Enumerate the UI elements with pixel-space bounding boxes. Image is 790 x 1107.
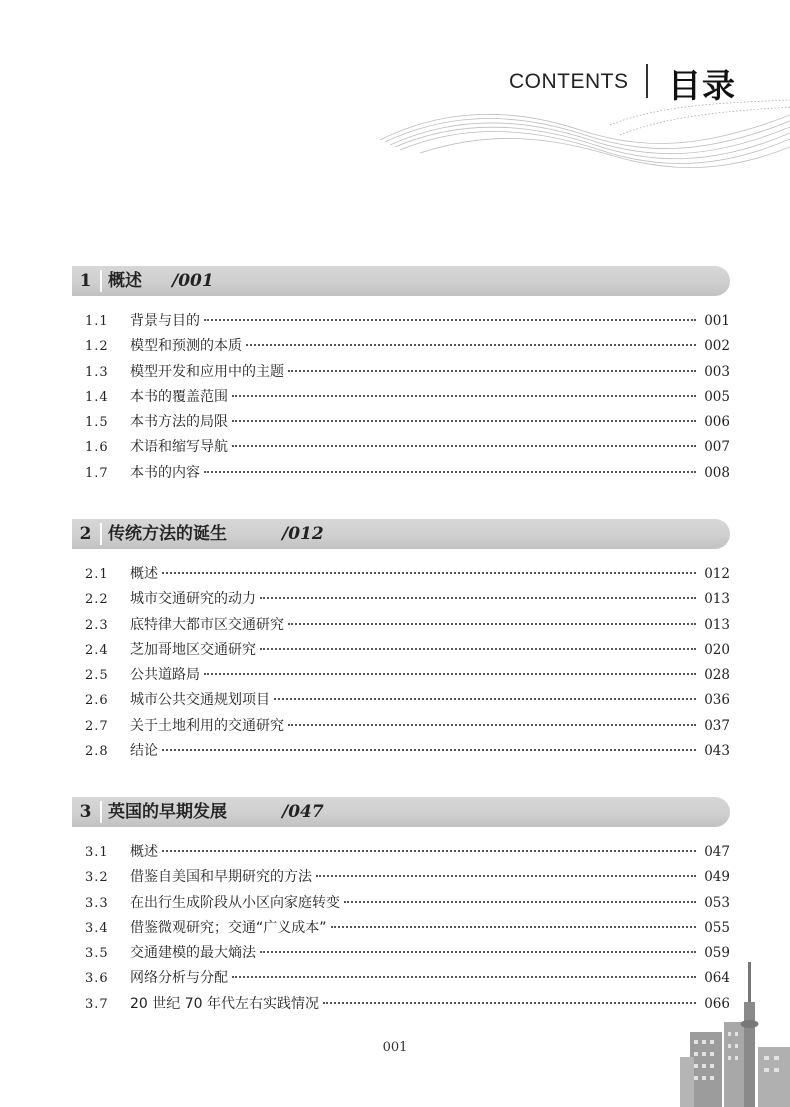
- section-number: 1: [79, 271, 92, 291]
- dot-leader: [260, 951, 696, 953]
- entry-number: 3.7: [85, 996, 109, 1012]
- dot-leader: [232, 976, 696, 978]
- dot-leader: [260, 648, 696, 650]
- page-header: [0, 0, 790, 200]
- dot-leader: [232, 445, 696, 447]
- toc-entry[interactable]: [72, 436, 730, 461]
- entry-title: 模型和预测的本质: [130, 338, 242, 355]
- entry-number: 2.6: [85, 693, 109, 709]
- toc-entry[interactable]: [72, 967, 730, 992]
- dot-leader: [232, 395, 696, 397]
- entry-page: 001: [704, 313, 730, 329]
- dot-leader: [162, 749, 696, 751]
- section-page: /001: [172, 271, 214, 291]
- entry-number: 2.2: [85, 592, 109, 608]
- section-separator: [100, 270, 102, 292]
- toc-entry[interactable]: [72, 588, 730, 613]
- toc-entry[interactable]: [72, 942, 730, 967]
- section-page: /047: [282, 802, 324, 822]
- entry-title: 关于土地利用的交通研究: [130, 717, 284, 734]
- entry-page: 053: [704, 894, 730, 911]
- entry-number: 3.4: [85, 920, 109, 936]
- decorative-wave-graphic: [360, 95, 790, 200]
- entry-number: 1.7: [85, 465, 109, 481]
- toc-entry[interactable]: [72, 563, 730, 588]
- dot-leader: [204, 673, 696, 675]
- entry-title: 概述: [130, 844, 158, 860]
- entry-number: 1.5: [85, 415, 109, 431]
- entry-number: 2.1: [85, 567, 109, 582]
- dot-leader: [162, 850, 696, 852]
- entry-number: 3.3: [85, 895, 109, 911]
- toc-entry[interactable]: [72, 689, 730, 714]
- dot-leader: [331, 926, 696, 928]
- toc-entry[interactable]: [72, 335, 730, 360]
- entry-list: [72, 841, 730, 1018]
- entry-number: 3.5: [85, 946, 109, 962]
- contents-heading-cn: 目录: [668, 66, 736, 105]
- entry-number: 2.7: [85, 718, 109, 734]
- contents-heading-en: CONTENTS: [509, 70, 629, 93]
- entry-title: 结论: [130, 743, 158, 760]
- entry-page: 020: [704, 641, 730, 658]
- toc-entry[interactable]: [72, 361, 730, 386]
- toc-entry[interactable]: [72, 310, 730, 335]
- toc-entry[interactable]: [72, 386, 730, 411]
- entry-title: 借鉴自美国和早期研究的方法: [130, 869, 312, 886]
- entry-title: 芝加哥地区交通研究: [130, 641, 256, 658]
- entry-page: 036: [704, 692, 730, 709]
- entry-title: 模型开发和应用中的主题: [130, 363, 284, 380]
- entry-title: 借鉴微观研究；交通“广义成本”: [130, 919, 327, 936]
- entry-number: 2.3: [85, 617, 109, 633]
- entry-title: 底特律大都市区交通研究: [130, 616, 284, 633]
- entry-number: 3.2: [85, 870, 109, 886]
- toc-entry[interactable]: [72, 411, 730, 436]
- entry-title: 20 世纪 70 年代左右实践情况: [130, 995, 319, 1012]
- entry-page: 013: [704, 616, 730, 633]
- entry-title: 城市公共交通规划项目: [130, 692, 270, 709]
- section-title: 英国的早期发展: [108, 802, 227, 822]
- entry-page: 049: [704, 869, 730, 886]
- entry-page: 055: [704, 919, 730, 936]
- entry-page: 002: [704, 338, 730, 355]
- dot-leader: [232, 420, 696, 422]
- dot-leader: [288, 623, 696, 625]
- entry-page: 047: [704, 844, 730, 860]
- entry-title: 本书的覆盖范围: [130, 388, 228, 405]
- entry-number: 1.2: [85, 339, 109, 355]
- entry-page: 037: [704, 717, 730, 734]
- entry-title: 城市交通研究的动力: [130, 591, 256, 608]
- dot-leader: [288, 724, 696, 726]
- toc-entry[interactable]: [72, 892, 730, 917]
- entry-number: 3.6: [85, 971, 109, 987]
- entry-page: 003: [704, 363, 730, 380]
- toc-entry[interactable]: [72, 841, 730, 866]
- section-title: 传统方法的诞生: [108, 524, 227, 544]
- toc-entry[interactable]: [72, 639, 730, 664]
- entry-page: 007: [704, 439, 730, 456]
- toc-entry[interactable]: [72, 462, 730, 487]
- toc-entry[interactable]: [72, 614, 730, 639]
- section-number: 2: [79, 524, 92, 544]
- entry-number: 2.5: [85, 668, 109, 684]
- entry-title: 术语和缩写导航: [130, 439, 228, 456]
- page-number: 001: [382, 1040, 408, 1055]
- section-header-bar: [72, 519, 730, 549]
- entry-title: 网络分析与分配: [130, 970, 228, 987]
- entry-page: 006: [704, 414, 730, 431]
- dot-leader: [260, 597, 696, 599]
- dot-leader: [204, 319, 696, 321]
- section-title: 概述: [108, 271, 142, 291]
- section-separator: [100, 523, 102, 545]
- entry-number: 2.4: [85, 642, 109, 658]
- entry-page: 005: [704, 388, 730, 405]
- dot-leader: [316, 875, 696, 877]
- dot-leader: [274, 698, 696, 700]
- dot-leader: [323, 1002, 696, 1004]
- entry-page: 028: [704, 667, 730, 684]
- entry-number: 1.1: [85, 314, 109, 329]
- dot-leader: [288, 370, 696, 372]
- section-page: /012: [282, 524, 324, 544]
- entry-number: 1.4: [85, 389, 109, 405]
- entry-title: 本书方法的局限: [130, 414, 228, 431]
- toc-entry[interactable]: [72, 866, 730, 891]
- toc-entry[interactable]: [72, 715, 730, 740]
- entry-title: 在出行生成阶段从小区向家庭转变: [130, 894, 340, 911]
- entry-list: [72, 310, 730, 487]
- entry-number: 2.8: [85, 744, 109, 760]
- dot-leader: [162, 572, 696, 574]
- heading-divider: [646, 64, 648, 98]
- entry-title: 背景与目的: [130, 313, 200, 329]
- entry-page: 008: [704, 464, 730, 481]
- entry-page: 066: [704, 995, 730, 1012]
- toc-entry[interactable]: [72, 993, 730, 1018]
- entry-page: 012: [704, 566, 730, 582]
- toc-entry[interactable]: [72, 917, 730, 942]
- entry-number: 1.3: [85, 364, 109, 380]
- toc-entry[interactable]: [72, 664, 730, 689]
- entry-page: 043: [704, 743, 730, 760]
- entry-page: 059: [704, 945, 730, 962]
- dot-leader: [204, 471, 696, 473]
- entry-list: [72, 563, 730, 765]
- entry-title: 概述: [130, 566, 158, 582]
- toc-entry[interactable]: [72, 740, 730, 765]
- entry-title: 公共道路局: [130, 667, 200, 684]
- toc-section-2: [72, 519, 730, 765]
- entry-number: 1.6: [85, 440, 109, 456]
- section-number: 3: [79, 802, 92, 822]
- entry-title: 交通建模的最大熵法: [130, 945, 256, 962]
- entry-page: 013: [704, 591, 730, 608]
- toc-section-3: [72, 797, 730, 1018]
- section-header-bar: [72, 797, 730, 827]
- entry-title: 本书的内容: [130, 464, 200, 481]
- section-separator: [100, 801, 102, 823]
- toc-section-1: [72, 266, 730, 487]
- city-skyline-graphic: [680, 962, 790, 1107]
- entry-number: 3.1: [85, 845, 109, 860]
- dot-leader: [344, 901, 696, 903]
- section-header-bar: [72, 266, 730, 296]
- dot-leader: [246, 344, 696, 346]
- entry-page: 064: [704, 970, 730, 987]
